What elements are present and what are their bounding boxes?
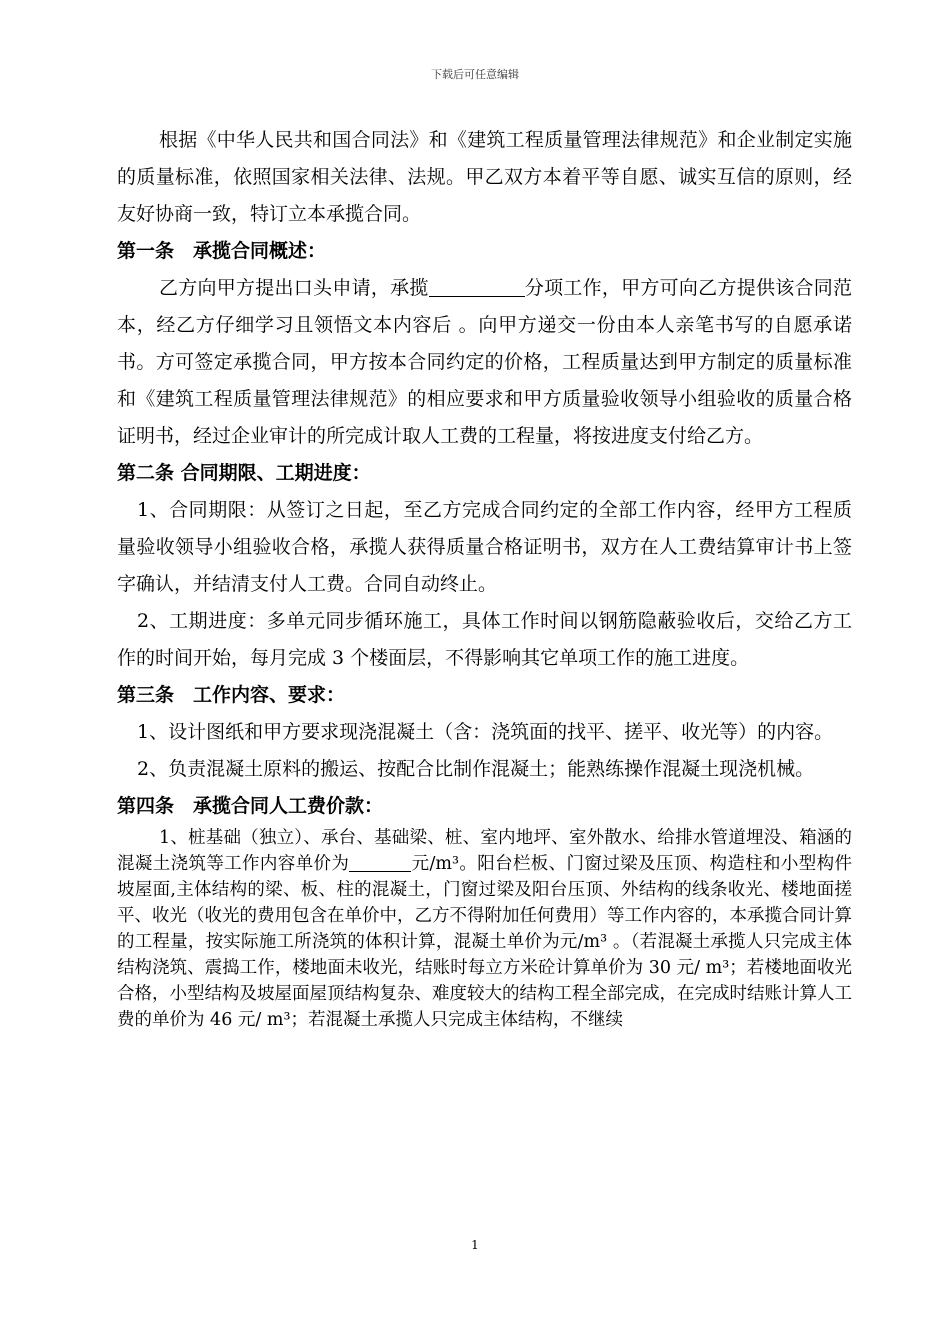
article-2-paragraph-2: 2、工期进度：多单元同步循环施工，具体工作时间以钢筋隐蔽验收后，交给乙方工作的时间开始，每月完成 3 个楼面层，不得影响其它单项工作的施工进度。 <box>117 610 852 669</box>
article-2-paragraph-1: 1、合同期限：从签订之日起，至乙方完成合同约定的全部工作内容，经甲方工程质量验收领导小组验收合格，承揽人获得质量合格证明书，双方在人工费结算审计书上签字确认，并结清支付人工费。合同自动终止。 <box>117 499 852 595</box>
intro-paragraph: 根据《中华人民共和国合同法》和《建筑工程质量管理法律规范》和企业制定实施的质量标准，依照国家相关法律、法规。甲乙双方本着平等自愿、诚实互信的原则，经友好协商一致，特订立本承揽合同。 <box>117 129 852 225</box>
article-1-title: 第一条 承揽合同概述： <box>117 240 327 262</box>
article-3-paragraph-1: 1、设计图纸和甲方要求现浇混凝土（含：浇筑面的找平、搓平、收光等）的内容。 <box>137 721 834 743</box>
article-4-title: 第四条 承揽合同人工费价款： <box>117 795 384 817</box>
article-3-title: 第三条 工作内容、要求： <box>117 684 346 706</box>
article-3-paragraph-2: 2、负责混凝土原料的搬运、按配合比制作混凝土；能熟练操作混凝土现浇机械。 <box>137 758 815 780</box>
fill-blank-line <box>349 854 411 873</box>
fill-blank-line <box>429 277 525 297</box>
article-4-text-after-blank: 元/m³。阳台栏板、门窗过梁及压顶、构造柱和小型构件坡屋面,主体结构的梁、板、柱的混凝土，门窗过梁及阳台压顶、外结构的线条收光、楼地面搓平、收光（收光的费用包含在单价中，乙方不得附加任何费用）等工作内容的，本承揽合同计算的工程量，按实际施工所浇筑的体积计算，混凝土单价为元/m³ 。（若混凝土承揽人只完成主体结构浇筑、震捣工作，楼地面未收光，结账时每立方米砼计算单价为 30 元/ m³；若楼地面收光合格，小型结构及坡屋面屋顶结构复杂、难度较大的结构工程全部完成，在完成时结账计算人工费的单价为 46 元/ m³；若混凝土承揽人只完成主体结构，不继续 <box>117 854 853 1030</box>
page-header: 下载后可任意编辑 <box>431 68 519 81</box>
article-1-paragraph <box>117 270 852 455</box>
article-4-text-before-blank: 1、桩基础（独立）、承台、基础梁、桩、室内地坪、室外散水、给排水管道埋没、箱涵的混凝土浇筑等工作内容单价为 <box>117 828 852 874</box>
article-1-text-before-blank: 乙方向甲方提出口头申请，承揽 <box>159 277 429 299</box>
article-4-paragraph-1 <box>117 825 852 1033</box>
article-2-title: 第二条 合同期限、工期进度： <box>117 462 371 484</box>
article-1-text-after-blank: 分项工作，甲方可向乙方提供该合同范本，经乙方仔细学习且领悟文本内容后 。向甲方递交一份由本人亲笔书写的自愿承诺书。方可签定承揽合同，甲方按本合同约定的价格，工程质量达到甲方制定的质量标准和《建筑工程质量管理法律规范》的相应要求和甲方质量验收领导小组验收的质量合格证明书，经过企业审计的所完成计取人工费的工程量，将按进度支付给乙方。 <box>117 277 852 447</box>
document-body <box>117 122 852 1033</box>
page-number: 1 <box>471 1238 479 1252</box>
